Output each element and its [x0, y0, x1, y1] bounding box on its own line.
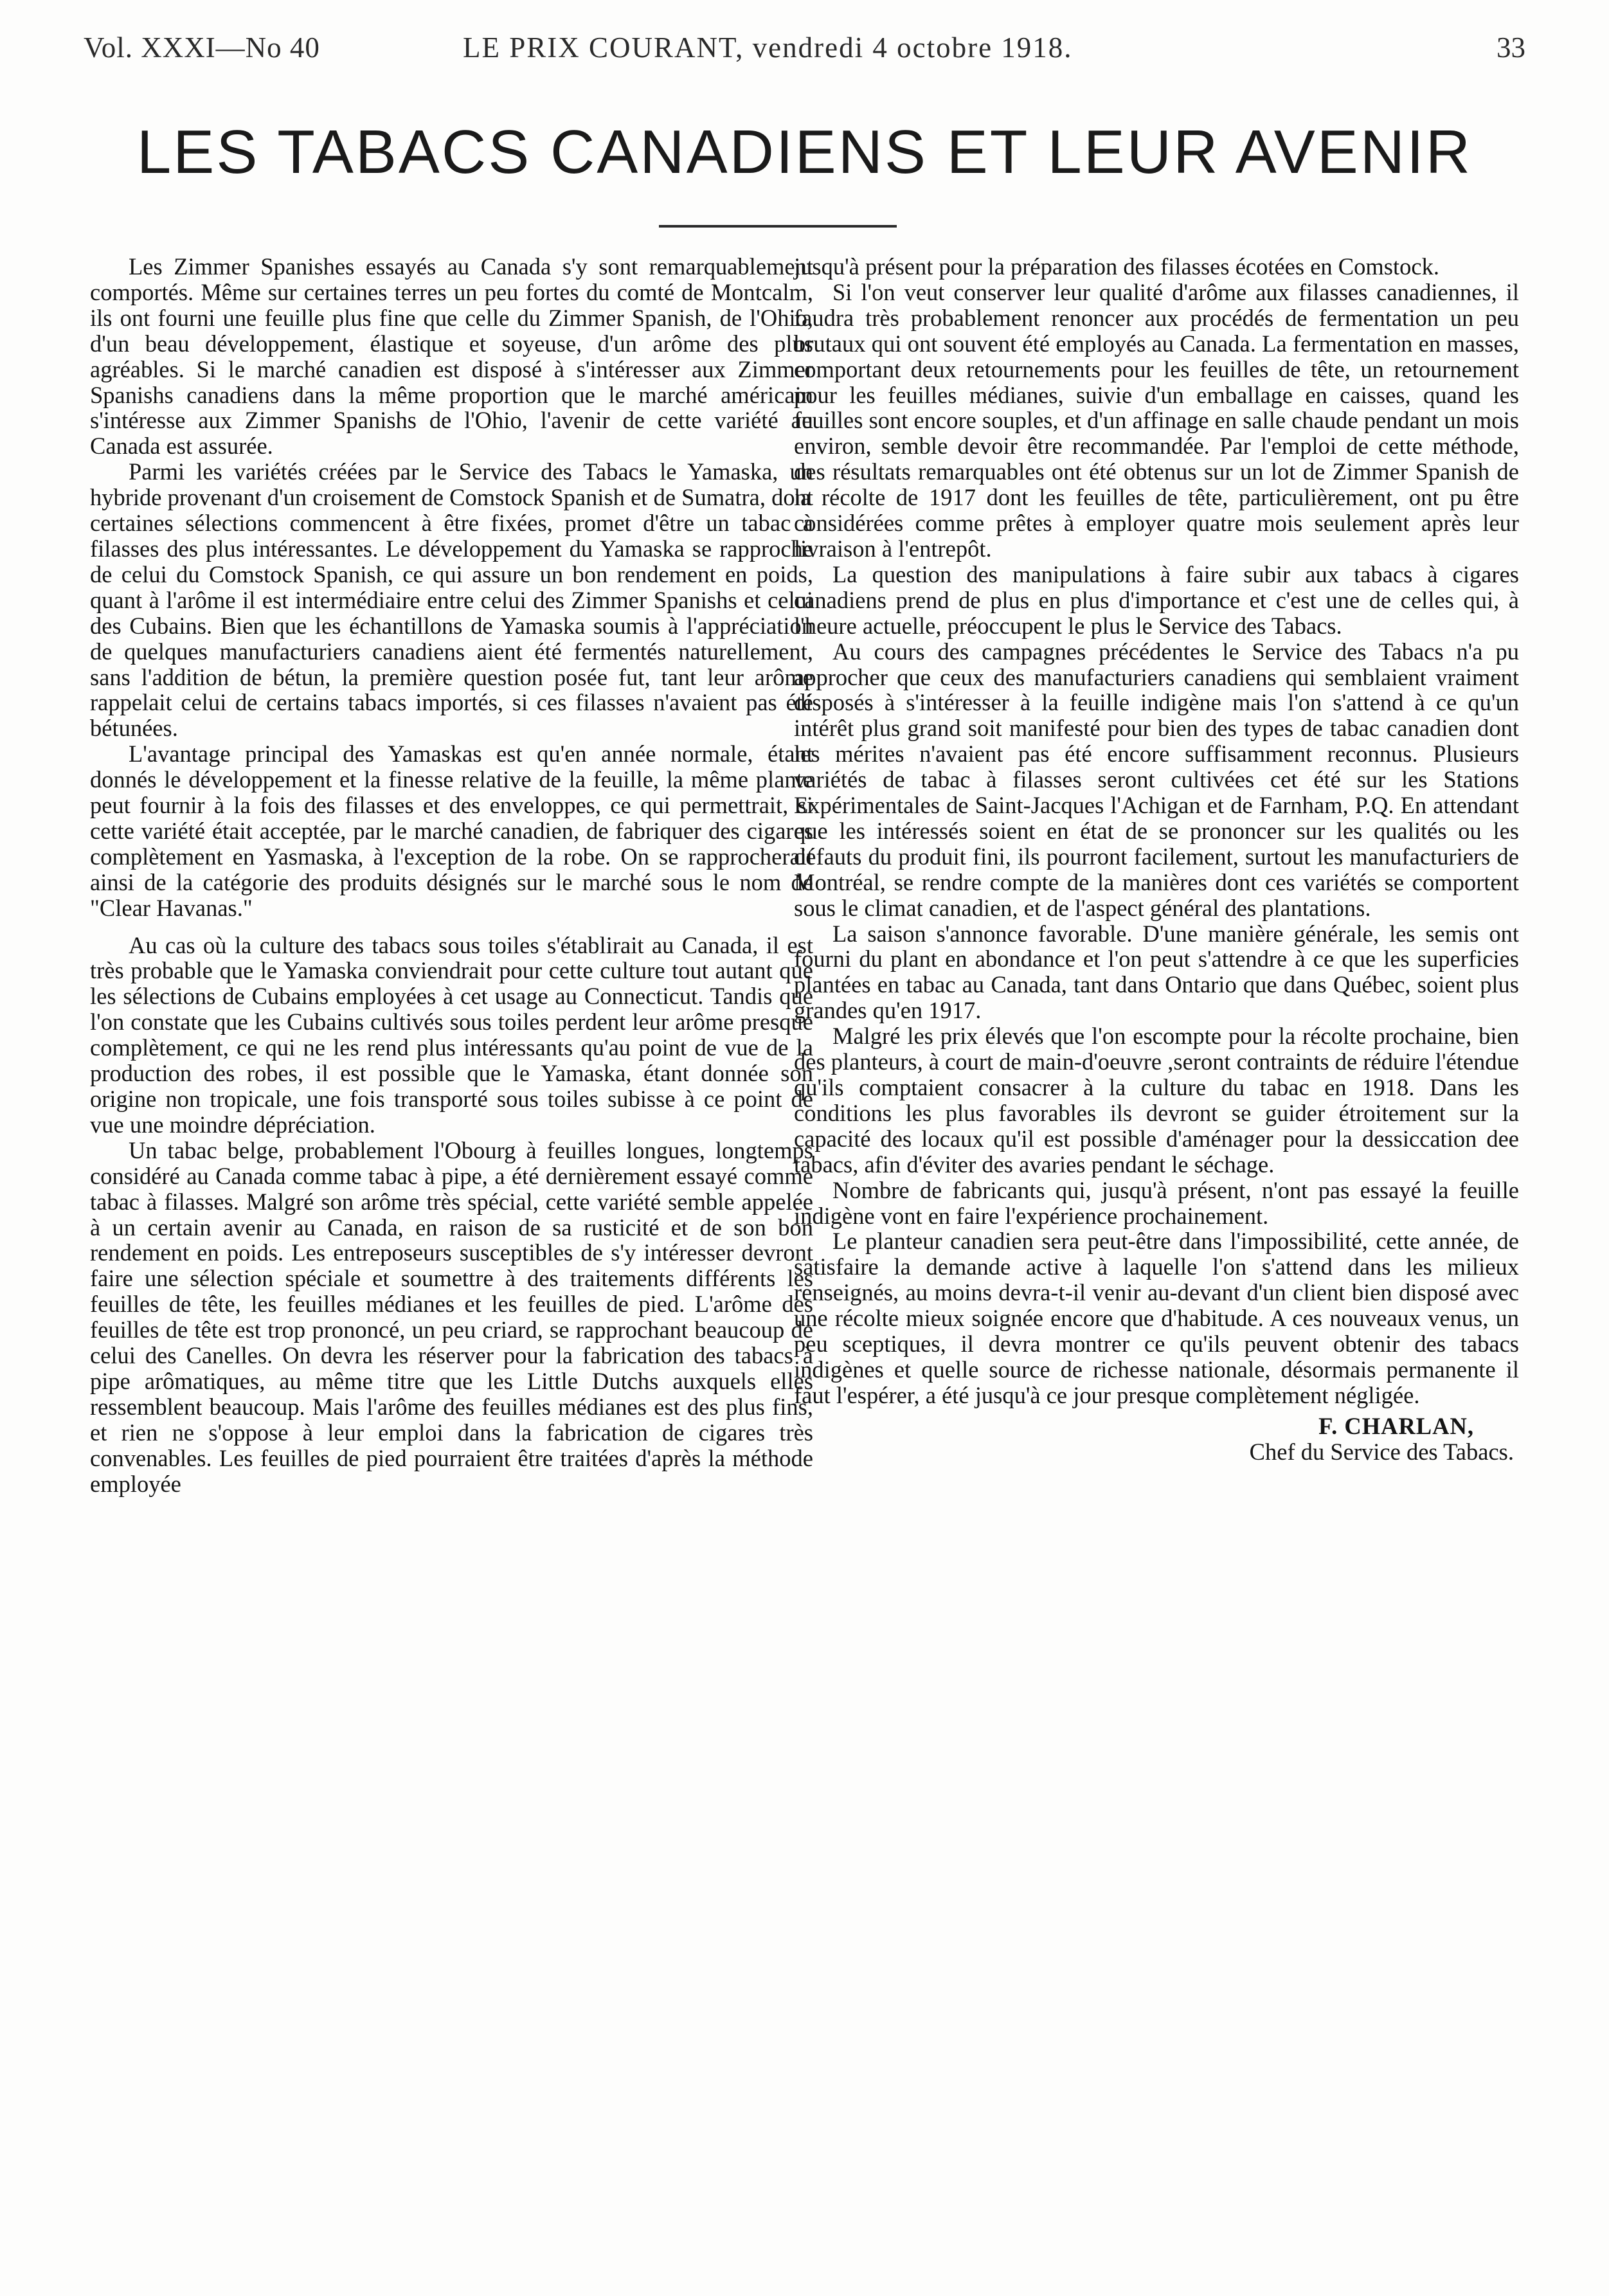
paragraph: L'avantage principal des Yamaskas est qu'en année normale, étant donnés le développement et la finesse relative de la feuille, la même plante peut fournir à la fois des filasses et des enveloppes, ce qui permettrait, si cette variété était acceptée, par le marché canadien, de fabriquer des cigares complètement en Yasmaska, à l'exception de la robe. On se rapprocherait ainsi de la catégorie des produits désignés sur le marché sous le nom de "Clear Havanas." — [90, 740, 813, 921]
paragraph: Parmi les variétés créées par le Service des Tabacs le Yamaska, un hybride provenant d'un croisement de Comstock Spanish et de Sumatra, dont certaines sélections commencent à être fixées, promet d'être un tabac à filasses des plus intéressantes. Le développement du Yamaska se rapproche de celui du Comstock Spanish, ce qui assure un bon rendement en poids, quant à l'arôme il est intermédiaire entre celui des Zimmer Spanishs et celui des Cubains. Bien que les échantillons de Yamaska soumis à l'appréciation de quelques manufacturiers canadiens aient été fermentés naturellement, sans l'addition de bétun, la première question posée fut, tant leur arôme rappelait celui de certains tabacs importés, si ces filasses n'avaient pas été bétunées. — [90, 458, 813, 742]
signature-block — [794, 1413, 1519, 1465]
paragraph: Au cours des campagnes précédentes le Service des Tabacs n'a pu approcher que ceux des manufacturiers canadiens qui semblaient vraiment disposés à s'intéresser à la feuille indigène mais l'on s'attend à ce qu'un intérêt plus grand soit manifesté pour bien des types de tabac canadien dont les mérites n'avaient pas été encore suffisamment reconnus. Plusieurs variétés de tabac à filasses seront cultivées cet été sur les Stations Expérimentales de Saint-Jacques l'Achigan et de Farnham, P.Q. En attendant que les intéressés soient en état de se prononcer sur les qualités ou les défauts du produit fini, ils pourront facilement, surtout les manufacturiers de Montréal, se rendre compte de la manières dont ces variétés se comportent sous le climat canadien, et de l'aspect général des plantations. — [794, 638, 1519, 921]
paragraph: La saison s'annonce favorable. D'une manière générale, les semis ont fourni du plant en abondance et l'on peut s'attendre à ce que les superficies plantées en tabac au Canada, tant dans Ontario que dans Québec, soient plus grandes qu'en 1917. — [794, 920, 1519, 1024]
paragraph: Nombre de fabricants qui, jusqu'à présent, n'ont pas essayé la feuille indigène vont en faire l'expérience prochainement. — [794, 1176, 1519, 1229]
paragraph: Le planteur canadien sera peut-être dans l'impossibilité, cette année, de satisfaire la demande active à laquelle l'on s'attend dans les milieux renseignés, au moins devra-t-il venir au-devant d'un client bien disposé avec une récolte mieux soignée encore que d'habitude. A ces nouveaux venus, un peu sceptiques, il devra montrer ce qu'ils peuvent obtenir des tabacs indigènes et quelle source de richesse nationale, désormais permanente il faut l'espérer, a été jusqu'à ce jour presque complètement négligée. — [794, 1228, 1519, 1408]
left-column — [90, 254, 813, 1497]
page-number: 33 — [1497, 31, 1525, 64]
title-divider — [659, 225, 897, 228]
paragraph: Les Zimmer Spanishes essayés au Canada s'y sont remarquablement comportés. Même sur certaines terres un peu fortes du comté de Montcalm, ils ont fourni une feuille plus fine que celle du Zimmer Spanish, de l'Ohio, d'un beau développement, élastique et soyeuse, d'un arôme des plus agréables. Si le marché canadien est disposé à s'intéresser aux Zimmer Spanishs canadiens dans la même proportion que le marché américain s'intéresse aux Zimmer Spanishs de l'Ohio, l'avenir de cette variété au Canada est assurée. — [90, 253, 813, 460]
author-name: F. CHARLAN, — [1318, 1412, 1474, 1439]
article-title: LES TABACS CANADIENS ET LEUR AVENIR — [136, 118, 1473, 186]
paragraph: Malgré les prix élevés que l'on escompte pour la récolte prochaine, bien des planteurs, à court de main-d'oeuvre ,seront contraints de réduire l'étendue qu'ils comptaient consacrer à la culture du tabac en 1918. Dans les conditions les plus favorables ils devront se guider étroitement sur la capacité des locaux qu'il est possible d'aménager pour la dessiccation dee tabacs, afin d'éviter des avaries pendant le séchage. — [794, 1023, 1520, 1178]
paragraph: Si l'on veut conserver leur qualité d'arôme aux filasses canadiennes, il faudra très probablement renoncer aux procédés de fermentation un peu brutaux qui ont souvent été employés au Canada. La fermentation en masses, comportant deux retournements pour les feuilles de tête, un retournement pour les feuilles médianes, suivie d'un emballage en caisses, quand les feuilles sont encore souples, et d'un affinage en salle chaude pendant un mois environ, semble devoir être recommandée. Par l'emploi de cette méthode, des résultats remarquables ont été obtenus sur un lot de Zimmer Spanish de la récolte de 1917 dont les feuilles de tête, particulièrement, ont pu être considérées comme prêtes à employer quatre mois seulement après leur livraison à l'entrepôt. — [794, 278, 1519, 562]
volume-number: Vol. XXXI—No 40 — [84, 31, 320, 64]
paragraph: Un tabac belge, probablement l'Obourg à feuilles longues, longtemps considéré au Canada comme tabac à pipe, a été dernièrement essayé comme tabac à filasses. Malgré son arôme très spécial, cette variété semble appelée à un certain avenir au Canada, en raison de sa rusticité et de son bon rendement en poids. Les entreposeurs susceptibles de s'y intéresser devront faire une sélection spéciale et soumettre à des traitements différents les feuilles de tête, les feuilles médianes et les feuilles de pied. L'arôme des feuilles de tête est trop prononcé, un peu criard, se rapprochant beaucoup de celui des Canelles. On devra les réserver pour la fabrication des tabacs à pipe arômatiques, au même titre que les Little Dutchs auxquels elles ressemblent beaucoup. Mais l'arôme des feuilles médianes est des plus fins, et rien ne s'oppose à leur emploi dans la fabrication de cigares très convenables. Les feuilles de pied pourraient être traitées d'après la méthode employée — [90, 1136, 813, 1497]
author-title: Chef du Service des Tabacs. — [1249, 1438, 1514, 1465]
paragraph: Au cas où la culture des tabacs sous toiles s'établirait au Canada, il est très probable que le Yamaska conviendrait pour cette culture tout autant que les sélections de Cubains employées à cet usage au Connecticut. Tandis que l'on constate que les Cubains cultivés sous toiles perdent leur arôme presque complètement, ce qui ne les rend plus intéressants qu'au point de vue de la production des robes, il est possible que le Yamaska, étant donnée son origine non tropicale, une fois transporté sous toiles subisse à ce point de vue une moindre dépréciation. — [90, 931, 813, 1138]
publication-date: LE PRIX COURANT, vendredi 4 octobre 1918. — [463, 31, 1073, 64]
paragraph-continued: jusqu'à présent pour la préparation des filasses écotées en Comstock. — [794, 253, 1439, 280]
paragraph: La question des manipulations à faire subir aux tabacs à cigares canadiens prend de plus en plus d'importance et c'est une de celles qui, à l'heure actuelle, préoccupent le plus le Service des Tabacs. — [794, 561, 1519, 639]
running-header — [84, 31, 1525, 69]
right-column — [794, 254, 1519, 1465]
